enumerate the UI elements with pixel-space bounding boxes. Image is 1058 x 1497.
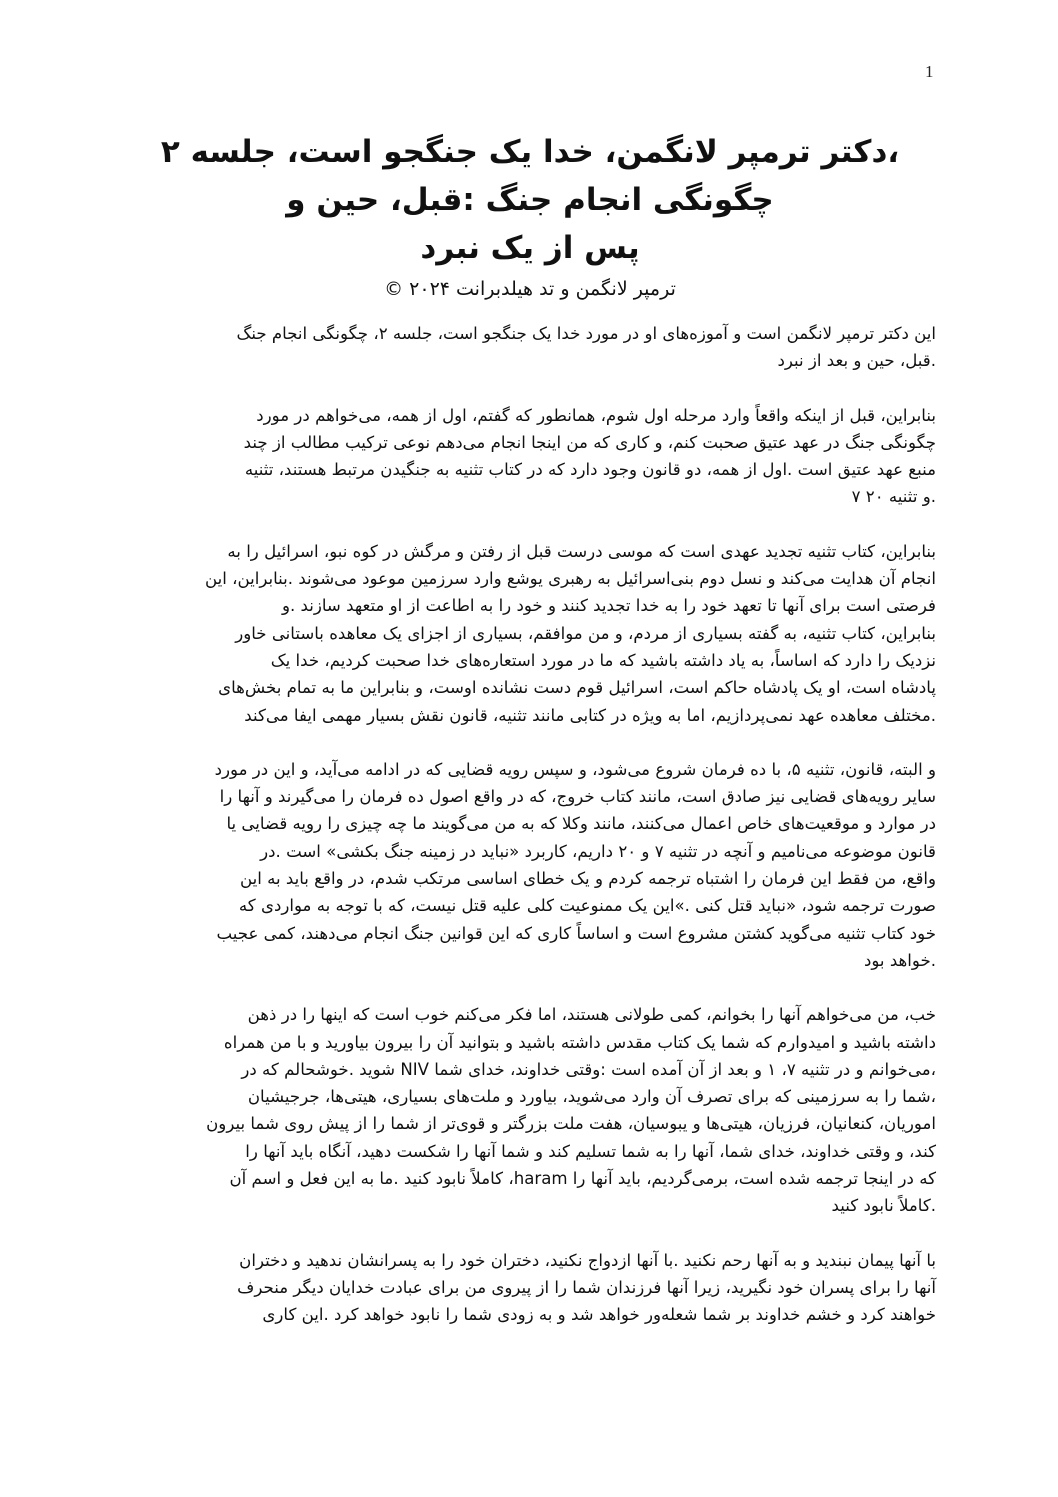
text-line: ،شما را به سرزمینی که برای تصرف آن وارد می‌شوید، بیاورد و ملت‌های بسیاری، هیتی‌ها، جرجیشیان bbox=[247, 1087, 936, 1107]
text-line: که در اینجا ترجمه شده است، برمی‌گردیم، باید آنها را haram، کاملاً نابود کنید .ما به این فعل و اسم آن bbox=[229, 1169, 936, 1189]
text-line: نزدیک را دارد که اساساً، به یاد داشته باشید که ما در مورد استعاره‌های خدا صحبت کردیم، خدا یک bbox=[270, 650, 936, 670]
text-line: بنابراین، کتاب تثنیه، به گفته بسیاری از مردم، و من موافقم، بسیاری از اجزای یک معاهده باستانی خاور bbox=[235, 623, 936, 643]
text-line: .قبل، حین و بعد از نبرد bbox=[777, 351, 936, 371]
page-number: 1 bbox=[925, 62, 934, 81]
title-line-3: پس از یک نبرد bbox=[420, 230, 640, 266]
text-line: انجام آن هدایت می‌کند و نسل دوم بنی‌اسرائیل به رهبری یوشع وارد سرزمین موعود می‌شوند .بنابراین، این bbox=[204, 569, 936, 589]
title-line-1: ،دکتر ترمپر لانگمن، خدا یک جنگجو است، جلسه ۲ bbox=[160, 134, 900, 170]
copyright-line: ترمپر لانگمن و تد هیلدبرانت ۲۰۲۴ © bbox=[384, 278, 676, 300]
text-line: خود کتاب تثنیه می‌گوید کشتن مشروع است و اساساً کاری که این قوانین جنگ انجام می‌دهند، کمی عجیب bbox=[216, 923, 936, 943]
paragraph-old-testament-war bbox=[128, 402, 936, 511]
text-line: بنابراین، کتاب تثنیه تجدید عهدی است که موسی درست قبل از رفتن و مرگش در کوه نبو، اسرائیل را به bbox=[227, 541, 936, 561]
text-line: خب، من می‌خواهم آنها را بخوانم، کمی طولانی هستند، اما فکر می‌کنم خوب است که اینها را در ذهن bbox=[247, 1005, 936, 1025]
text-line: واقع، من فقط این فرمان را اشتباه ترجمه کردم و یک خطای اساسی مرتکب شدم، در واقع باید به این bbox=[239, 869, 936, 889]
text-line: چگونگی جنگ در عهد عتیق صحبت کنم، و کاری که من اینجا انجام می‌دهم نوعی ترکیب مطالب از چند bbox=[243, 432, 936, 452]
text-line: .خواهد بود bbox=[863, 950, 936, 970]
title-line-2: چگونگی انجام جنگ :قبل، حین و bbox=[286, 182, 774, 218]
text-line: آنها را برای پسران خود نگیرید، زیرا آنها فرزندان شما را از پیروی من برای عبادت خدایان دیگر منحرف bbox=[237, 1277, 936, 1297]
text-line: منبع عهد عتیق است .اول از همه، دو قانون وجود دارد که در کتاب تثنیه به جنگیدن مرتبط هستند، تثنیه bbox=[244, 460, 936, 480]
paragraph-intro bbox=[128, 320, 936, 375]
text-line: .کاملاً نابود کنید bbox=[831, 1196, 936, 1216]
text-line: .و تثنیه ۲۰ ۷ bbox=[851, 487, 936, 507]
text-line: .مختلف معاهده عهد نمی‌پردازیم، اما به ویژه در کتابی مانند تثنیه، قانون نقش بسیار مهمی ایفا می‌کند bbox=[244, 705, 936, 725]
paragraph-deuteronomy-covenant bbox=[128, 538, 936, 729]
text-line: فرصتی است برای آنها تا تعهد خود را به خدا تجدید کنند و خود را به اطاعت از او متعهد سازند .و bbox=[281, 596, 936, 616]
paragraph-no-covenant bbox=[128, 1247, 936, 1329]
document-body bbox=[128, 320, 936, 1356]
text-line: با آنها پیمان نبندید و به آنها رحم نکنید .با آنها ازدواج نکنید، دختران خود را به پسرانشان ندهید و دختران bbox=[239, 1250, 936, 1270]
document-header bbox=[130, 128, 930, 304]
text-line: بنابراین، قبل از اینکه واقعاً وارد مرحله اول شوم، همانطور که گفتم، اول از همه، می‌خواهم در مورد bbox=[256, 405, 936, 425]
paragraph-ten-commandments bbox=[128, 756, 936, 974]
text-line: صورت ترجمه شود، «نباید قتل کنی .»این یک ممنوعیت کلی علیه قتل نیست، که با توجه به مواردی که bbox=[238, 896, 936, 916]
text-line: اموریان، کنعانیان، فرزیان، هیتی‌ها و یبوسیان، هفت ملت بزرگتر و قوی‌تر از شما را از پیش روی شما بیرون bbox=[206, 1114, 936, 1134]
text-line: خواهند کرد و خشم خداوند بر شما شعله‌ور خواهد شد و به زودی شما را نابود خواهد کرد .این کاری bbox=[262, 1305, 936, 1325]
text-line: در موارد و موقعیت‌های خاص اعمال می‌کنند، مانند وکلا که به من می‌گویند ما چه چیزی را رویه قضایی یا bbox=[226, 814, 936, 834]
text-line: این دکتر ترمپر لانگمن است و آموزه‌های او در مورد خدا یک جنگجو است، جلسه ۲، چگونگی انجام جنگ bbox=[236, 324, 936, 343]
text-line: ،می‌خوانم و در تثنیه ۷، ۱ و بعد از آن آمده است :وقتی خداوند، خدای شما NIV شوید .خوشحالم که در bbox=[241, 1059, 936, 1079]
paragraph-deuteronomy-7-reading bbox=[128, 1001, 936, 1219]
text-line: داشته باشید و امیدوارم که شما یک کتاب مقدس داشته باشید و بتوانید آن را بیرون بیاورید و با من همراه bbox=[223, 1032, 936, 1052]
text-line: کند، و وقتی خداوند، خدای شما، آنها را به شما تسلیم کند و شما آنها را شکست دهید، آنگاه باید آنها را bbox=[245, 1141, 936, 1161]
text-line: سایر رویه‌های قضایی نیز صادق است، مانند کتاب خروج، که در واقع اصول ده فرمان را می‌گیرند و آنها را bbox=[219, 787, 936, 807]
text-line: قانون موضوعه می‌نامیم و آنچه در تثنیه ۷ و ۲۰ داریم، کاربرد «نباید در زمینه جنگ بکشی» است .در bbox=[260, 841, 936, 861]
text-line: و البته، قانون، تثنیه ۵، با ده فرمان شروع می‌شود، و سپس رویه قضایی که در ادامه می‌آید، و این در مورد bbox=[214, 759, 936, 779]
text-line: پادشاه است، او یک پادشاه حاکم است، اسرائیل قوم دست نشانده اوست، و بنابراین ما به تمام بخش‌های bbox=[218, 678, 936, 698]
